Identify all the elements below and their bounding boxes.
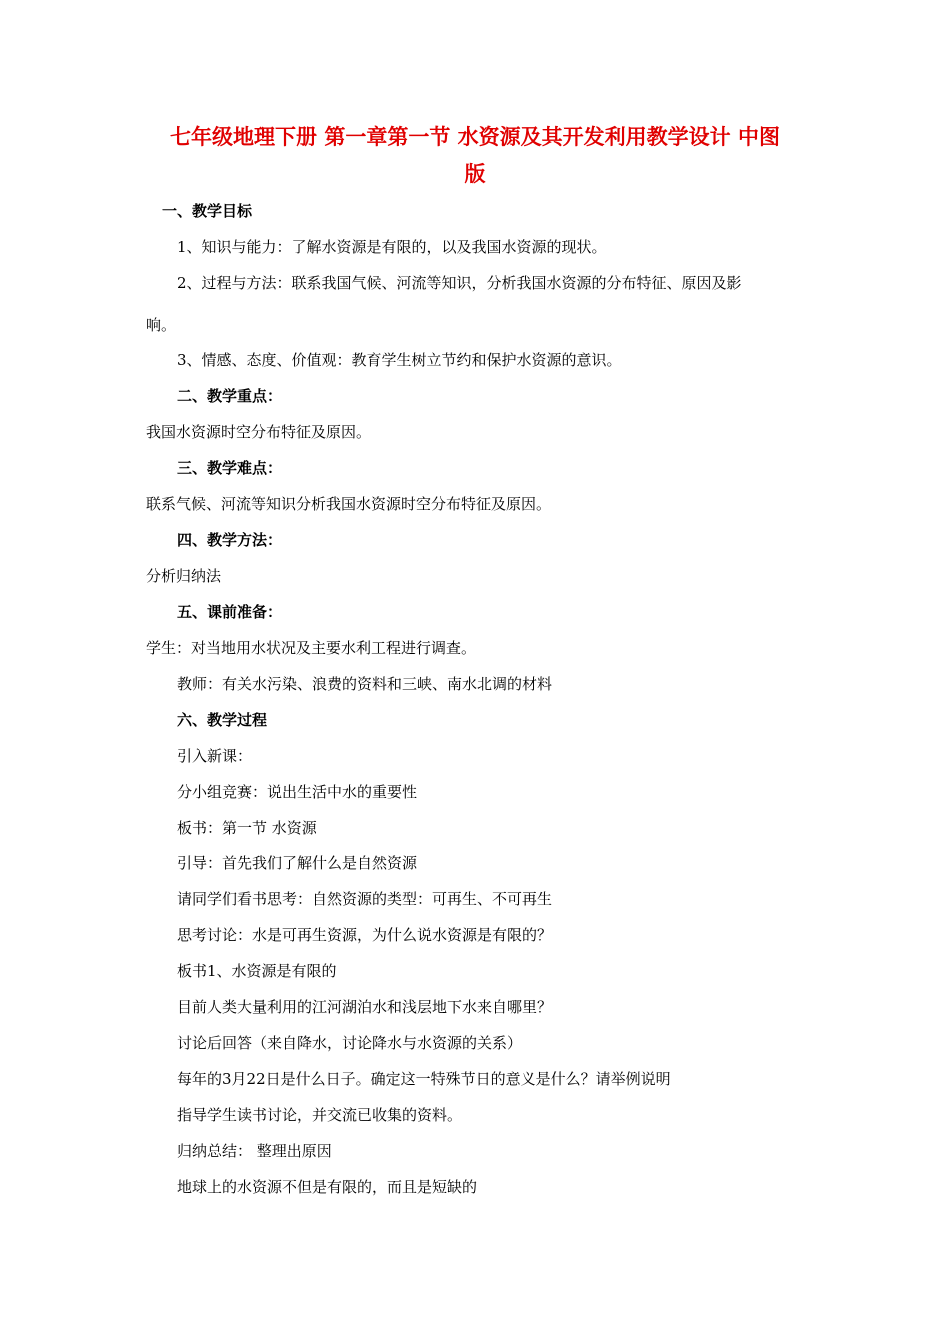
objective-process-continued: 响。	[146, 316, 177, 334]
process-line: 每年的3月22日是什么日子。确定这一特殊节日的意义是什么？请举例说明	[177, 1070, 671, 1088]
process-line: 引导：首先我们了解什么是自然资源	[177, 854, 418, 872]
process-line: 指导学生读书讨论，并交流已收集的资料。	[177, 1106, 463, 1124]
section-heading-methods: 四、教学方法：	[177, 531, 283, 549]
section-heading-objectives: 一、教学目标	[162, 202, 253, 220]
section-heading-key-points: 二、教学重点：	[177, 387, 283, 405]
process-line: 讨论后回答（来自降水，讨论降水与水资源的关系）	[177, 1034, 523, 1052]
section-heading-difficulties: 三、教学难点：	[177, 459, 283, 477]
document-title-line-2: 版	[464, 161, 486, 186]
process-line: 分小组竞赛：说出生活中水的重要性	[177, 783, 418, 801]
difficulties-text: 联系气候、河流等知识分析我国水资源时空分布特征及原因。	[146, 495, 552, 513]
key-points-text: 我国水资源时空分布特征及原因。	[146, 423, 372, 441]
objective-attitude: 3、情感、态度、价值观：教育学生树立节约和保护水资源的意识。	[177, 351, 622, 369]
process-line: 目前人类大量利用的江河湖泊水和浅层地下水来自哪里？	[177, 998, 553, 1016]
objective-process: 2、过程与方法：联系我国气候、河流等知识，分析我国水资源的分布特征、原因及影	[177, 274, 742, 292]
process-line: 板书1、水资源是有限的	[177, 962, 337, 980]
process-line: 板书：第一节 水资源	[177, 819, 317, 837]
process-line: 思考讨论：水是可再生资源，为什么说水资源是有限的？	[177, 926, 553, 944]
process-line: 归纳总结： 整理出原因	[177, 1142, 332, 1160]
preparation-students: 学生：对当地用水状况及主要水利工程进行调查。	[146, 639, 477, 657]
process-line: 引入新课：	[177, 747, 253, 765]
section-heading-preparation: 五、课前准备：	[177, 603, 283, 621]
objective-knowledge: 1、知识与能力：了解水资源是有限的，以及我国水资源的现状。	[177, 238, 607, 256]
document-title-line-1: 七年级地理下册 第一章第一节 水资源及其开发利用教学设计 中图	[170, 124, 780, 149]
section-heading-process: 六、教学过程	[177, 711, 268, 729]
preparation-teacher: 教师：有关水污染、浪费的资料和三峡、南水北调的材料	[177, 675, 553, 693]
process-line: 地球上的水资源不但是有限的，而且是短缺的	[177, 1178, 478, 1196]
methods-text: 分析归纳法	[146, 567, 222, 585]
process-line: 请同学们看书思考：自然资源的类型：可再生、不可再生	[177, 890, 553, 908]
